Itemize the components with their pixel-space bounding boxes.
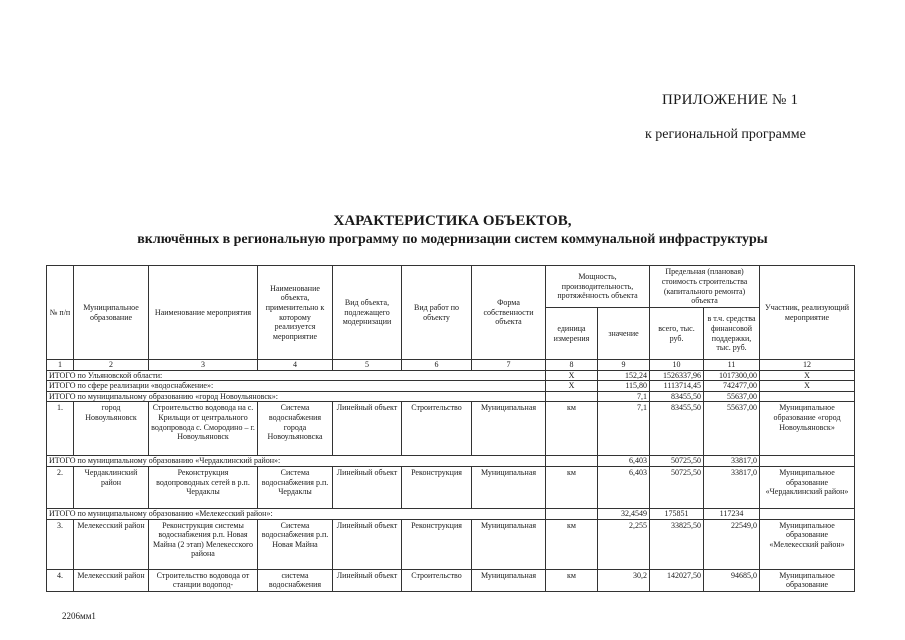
row-support: 94685,0: [704, 569, 760, 591]
total-cost: 1526337,96: [650, 370, 704, 381]
total-support: 33817,0: [704, 456, 760, 467]
row-object-name: Система водоснабжения города Новоульяновска: [258, 402, 333, 456]
row-object-type: Линейный объект: [333, 402, 402, 456]
total-label: ИТОГО по муниципальному образованию «город Новоульяновск»:: [47, 391, 546, 402]
total-cost: 83455,50: [650, 391, 704, 402]
appendix-label: ПРИЛОЖЕНИЕ № 1: [662, 92, 799, 108]
row-support: 22549,0: [704, 519, 760, 569]
row-num: 4.: [47, 569, 74, 591]
header-cost-group: Предельная (плановая) стоимость строительства (капитального ремонта) объекта: [650, 266, 760, 308]
document-title: ХАРАКТЕРИСТИКА ОБЪЕКТОВ,: [333, 213, 572, 229]
col-number: 12: [760, 360, 855, 371]
col-number: 6: [402, 360, 472, 371]
header-value: значение: [598, 308, 650, 360]
row-value: 7,1: [598, 402, 650, 456]
row-measure: Строительство водовода от станции водопод-: [149, 569, 258, 591]
col-number: 10: [650, 360, 704, 371]
row-value: 30,2: [598, 569, 650, 591]
header-municipality: Муниципальное образование: [74, 266, 149, 360]
row-ownership: Муниципальная: [472, 519, 546, 569]
total-value: 6,403: [598, 456, 650, 467]
total-support: 742477,00: [704, 381, 760, 392]
row-support: 55637,00: [704, 402, 760, 456]
row-num: 1.: [47, 402, 74, 456]
row-object-type: Линейный объект: [333, 519, 402, 569]
column-number-row: [47, 360, 855, 371]
total-cost: 1113714,45: [650, 381, 704, 392]
objects-table: [46, 265, 855, 592]
total-value: 152,24: [598, 370, 650, 381]
total-support: 1017300,00: [704, 370, 760, 381]
col-number: 2: [74, 360, 149, 371]
row-measure: Реконструкция водопроводных сетей в р.п. Чердаклы: [149, 466, 258, 508]
total-row-cherdakly: [47, 456, 855, 467]
row-municipality: Мелекесский район: [74, 569, 149, 591]
total-unit: [546, 508, 598, 519]
total-label: ИТОГО по Ульяновской области:: [47, 370, 546, 381]
total-participant: Х: [760, 370, 855, 381]
row-participant: Муниципальное образование «Чердаклинский район»: [760, 466, 855, 508]
total-label: ИТОГО по муниципальному образованию «Чердаклинский район»:: [47, 456, 546, 467]
row-unit: км: [546, 466, 598, 508]
table-row: [47, 519, 855, 569]
total-support: 117234: [704, 508, 760, 519]
row-municipality: Чердаклинский район: [74, 466, 149, 508]
row-measure: Строительство водовода на с. Крильщи от центрального водопровода с. Смородино – г. Новоульяновск: [149, 402, 258, 456]
row-total: 142027,50: [650, 569, 704, 591]
col-number: 3: [149, 360, 258, 371]
total-unit: Х: [546, 381, 598, 392]
row-object-type: Линейный объект: [333, 466, 402, 508]
table-row: [47, 569, 855, 591]
row-ownership: Муниципальная: [472, 466, 546, 508]
footer-code: 2206мм1: [62, 611, 96, 621]
document-subtitle: включённых в региональную программу по модернизации систем коммунальной инфраструктуры: [137, 232, 768, 247]
total-value: 32,4549: [598, 508, 650, 519]
header-total: всего, тыс. руб.: [650, 308, 704, 360]
row-unit: км: [546, 402, 598, 456]
total-participant: [760, 391, 855, 402]
col-number: 1: [47, 360, 74, 371]
header-participants: Участник, реализующий мероприятие: [760, 266, 855, 360]
row-work-type: Строительство: [402, 402, 472, 456]
row-unit: км: [546, 569, 598, 591]
row-ownership: Муниципальная: [472, 569, 546, 591]
header-incl: в т.ч. средства финансовой поддержки, тыс. руб.: [704, 308, 760, 360]
header-num: № п/п: [47, 266, 74, 360]
row-work-type: Реконструкция: [402, 466, 472, 508]
row-participant: Муниципальное образование «город Новоульяновск»: [760, 402, 855, 456]
total-cost: 175851: [650, 508, 704, 519]
total-unit: [546, 456, 598, 467]
row-unit: км: [546, 519, 598, 569]
row-num: 3.: [47, 519, 74, 569]
total-label: ИТОГО по муниципальному образованию «Мелекесский район»:: [47, 508, 546, 519]
row-value: 2,255: [598, 519, 650, 569]
row-ownership: Муниципальная: [472, 402, 546, 456]
total-participant: [760, 456, 855, 467]
header-work-type: Вид работ по объекту: [402, 266, 472, 360]
row-measure: Реконструкция системы водоснабжения р.п. Новая Майна (2 этап) Мелекесского района: [149, 519, 258, 569]
total-cost: 50725,50: [650, 456, 704, 467]
header-ownership: Форма собственности объекта: [472, 266, 546, 360]
col-number: 8: [546, 360, 598, 371]
row-participant: Муниципальное образование «Мелекесский район»: [760, 519, 855, 569]
header-measure: Наименование мероприятия: [149, 266, 258, 360]
header-unit: единица измерения: [546, 308, 598, 360]
total-participant: [760, 508, 855, 519]
col-number: 7: [472, 360, 546, 371]
row-object-name: Система водоснабжения р.п. Новая Майна: [258, 519, 333, 569]
row-total: 33825,50: [650, 519, 704, 569]
row-total: 83455,50: [650, 402, 704, 456]
header-object-type: Вид объекта, подлежащего модернизации: [333, 266, 402, 360]
program-reference: к региональной программе: [645, 127, 806, 142]
row-work-type: Реконструкция: [402, 519, 472, 569]
row-total: 50725,50: [650, 466, 704, 508]
table-row: [47, 466, 855, 508]
row-object-name: Система водоснабжения р.п. Чердаклы: [258, 466, 333, 508]
col-number: 9: [598, 360, 650, 371]
row-municipality: Мелекесский район: [74, 519, 149, 569]
total-row-melekess: [47, 508, 855, 519]
total-label: ИТОГО по сфере реализации «водоснабжение»:: [47, 381, 546, 392]
row-work-type: Строительство: [402, 569, 472, 591]
row-object-type: Линейный объект: [333, 569, 402, 591]
total-row-region: [47, 370, 855, 381]
total-value: 7,1: [598, 391, 650, 402]
row-object-name: система водоснабжения: [258, 569, 333, 591]
header-row-1: [47, 266, 855, 308]
col-number: 4: [258, 360, 333, 371]
row-participant: Муниципальное образование: [760, 569, 855, 591]
total-row-water: [47, 381, 855, 392]
row-value: 6,403: [598, 466, 650, 508]
total-support: 55637,00: [704, 391, 760, 402]
row-municipality: город Новоульяновск: [74, 402, 149, 456]
total-unit: [546, 391, 598, 402]
table-row: [47, 402, 855, 456]
header-capacity-group: Мощность, производительность, протяжённость объекта: [546, 266, 650, 308]
total-row-novoulyanovsk: [47, 391, 855, 402]
row-num: 2.: [47, 466, 74, 508]
row-support: 33817,0: [704, 466, 760, 508]
col-number: 11: [704, 360, 760, 371]
total-value: 115,80: [598, 381, 650, 392]
total-unit: Х: [546, 370, 598, 381]
total-participant: Х: [760, 381, 855, 392]
header-object-name: Наименование объекта, применительно к которому реализуется мероприятие: [258, 266, 333, 360]
col-number: 5: [333, 360, 402, 371]
